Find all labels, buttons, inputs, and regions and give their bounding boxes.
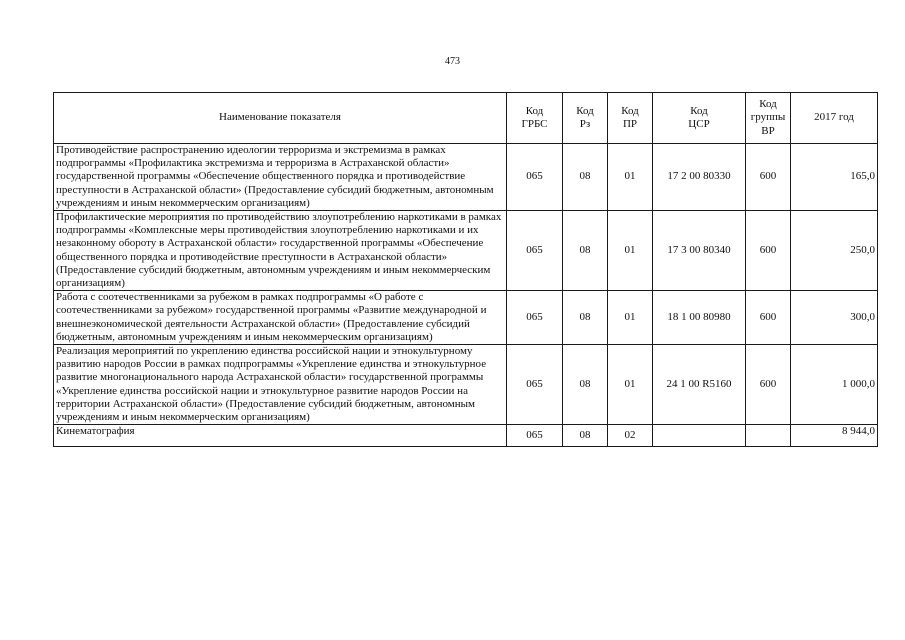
header-grbs: Код ГРБС xyxy=(507,93,563,144)
row-pr: 01 xyxy=(608,345,653,425)
row-pr: 01 xyxy=(608,144,653,211)
row-csr: 17 2 00 80330 xyxy=(653,144,746,211)
row-name: Кинематография xyxy=(54,425,507,447)
row-amount: 8 944,0 xyxy=(791,425,878,447)
table-row xyxy=(54,345,878,425)
row-name: Работа с соотечественниками за рубежом в рамках подпрограммы «О работе с соотечественниками за рубежом» государственной программы «Развитие международной и внешнеэкономической деятельности Астраханской области» (Предоставление субсидий бюджетным, автономным учреждениям и иным некоммерческим организациям) xyxy=(54,291,507,345)
header-rz: Код Рз xyxy=(563,93,608,144)
header-name: Наименование показателя xyxy=(54,93,507,144)
table-row xyxy=(54,291,878,345)
table-row xyxy=(54,144,878,211)
row-rz: 08 xyxy=(563,211,608,291)
budget-table xyxy=(53,92,878,447)
table-row xyxy=(54,211,878,291)
row-pr: 02 xyxy=(608,425,653,447)
row-grbs: 065 xyxy=(507,144,563,211)
row-amount: 165,0 xyxy=(791,144,878,211)
row-grbs: 065 xyxy=(507,425,563,447)
row-rz: 08 xyxy=(563,144,608,211)
row-name: Реализация мероприятий по укреплению единства российской нации и этнокультурному развитию народов России в рамках подпрограммы «Укрепление единства и этнокультурное развитие многонационального народа Астраханской области» государственной программы «Укрепление единства российской нации и этнокультурное развитие народов России на территории Астраханской области» (Предоставление субсидий бюджетным, автономным учреждениям и иным некоммерческим организациям) xyxy=(54,345,507,425)
header-year: 2017 год xyxy=(791,93,878,144)
row-grbs: 065 xyxy=(507,211,563,291)
row-rz: 08 xyxy=(563,291,608,345)
row-rz: 08 xyxy=(563,345,608,425)
row-csr: 18 1 00 80980 xyxy=(653,291,746,345)
row-csr: 24 1 00 R5160 xyxy=(653,345,746,425)
row-amount: 1 000,0 xyxy=(791,345,878,425)
row-csr xyxy=(653,425,746,447)
row-vr: 600 xyxy=(746,211,791,291)
header-csr: Код ЦСР xyxy=(653,93,746,144)
row-vr xyxy=(746,425,791,447)
row-pr: 01 xyxy=(608,291,653,345)
row-name: Противодействие распространению идеологии терроризма и экстремизма в рамках подпрограммы «Профилактика экстремизма и терроризма в Астраханской области» государственной программы «Обеспечение общественного порядка и противодействие преступности в Астраханской области» (Предоставление субсидий бюджетным, автономным учреждениям и иным некоммерческим организациям) xyxy=(54,144,507,211)
page-number: 473 xyxy=(445,56,460,67)
row-amount: 300,0 xyxy=(791,291,878,345)
row-csr: 17 3 00 80340 xyxy=(653,211,746,291)
row-grbs: 065 xyxy=(507,345,563,425)
header-vr: Код группы ВР xyxy=(746,93,791,144)
header-row xyxy=(54,93,878,144)
row-vr: 600 xyxy=(746,345,791,425)
row-rz: 08 xyxy=(563,425,608,447)
row-pr: 01 xyxy=(608,211,653,291)
row-grbs: 065 xyxy=(507,291,563,345)
row-vr: 600 xyxy=(746,291,791,345)
header-pr: Код ПР xyxy=(608,93,653,144)
row-vr: 600 xyxy=(746,144,791,211)
row-name: Профилактические мероприятия по противодействию злоупотреблению наркотиками в рамках подпрограммы «Комплексные меры противодействия злоупотреблению наркотиками и их незаконному обороту в Астраханской области» государственной программы «Обеспечение общественного порядка и противодействие преступности в Астраханской области» (Предоставление субсидий бюджетным, автономным учреждениям и иным некоммерческим организациям) xyxy=(54,211,507,291)
row-amount: 250,0 xyxy=(791,211,878,291)
table-row xyxy=(54,425,878,447)
